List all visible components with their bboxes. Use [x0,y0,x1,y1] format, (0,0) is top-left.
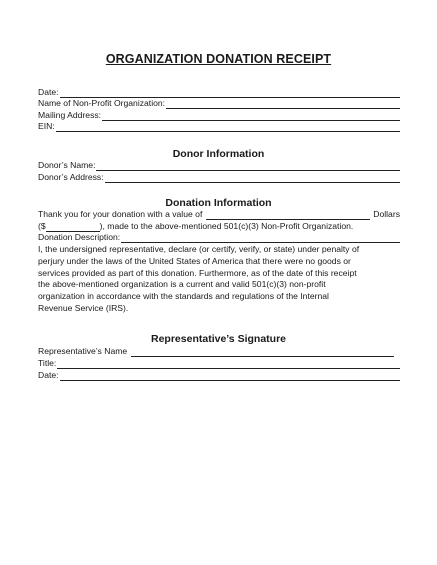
donation-value-unit: Dollars [373,209,400,219]
donor-address-row [38,172,400,183]
org-ein-field[interactable] [56,123,400,132]
declaration-line: services provided as part of this donation. Furthermore, as of the date of this receipt [38,267,357,278]
donation-amount-field[interactable] [46,223,100,232]
rep-name-field[interactable] [131,348,394,357]
rep-title-label: Title: [38,358,57,368]
declaration-line: organization in accordance with the standards and regulations of the Internal [38,291,329,302]
rep-title-field[interactable] [57,360,400,369]
donation-value-row [38,209,400,220]
org-date-row [38,87,400,98]
org-name-label: Name of Non-Profit Organization: [38,98,166,108]
org-address-row [38,110,400,121]
donation-value-field[interactable] [206,211,370,220]
donor-name-label: Donor’s Name: [38,160,96,170]
donation-amount-prefix: ($ [38,221,46,231]
declaration-line: I, the undersigned representative, declare (or certify, verify, or state) under penalty of [38,244,360,254]
declaration-line: the above-mentioned organization is a current and valid 501(c)(3) non-profit [38,279,326,290]
declaration-line: Revenue Service (IRS). [38,302,129,313]
donor-address-label: Donor’s Address: [38,172,104,182]
signature-heading: Representative’s Signature [151,333,286,345]
page-title: ORGANIZATION DONATION RECEIPT [105,52,332,66]
donor-name-row [38,160,400,171]
rep-name-label: Representative’s Name [38,346,128,356]
org-date-field[interactable] [60,89,400,98]
org-name-field[interactable] [166,100,400,109]
org-date-label: Date: [38,87,59,97]
donation-amount-suffix: ), made to the above-mentioned 501(c)(3) Non-Profit Organization. [99,221,354,231]
rep-date-row [38,370,400,381]
donor-name-field[interactable] [96,162,400,171]
rep-name-row [38,346,400,357]
org-ein-label: EIN: [38,121,55,131]
rep-date-field[interactable] [60,372,400,381]
donation-value-label: Thank you for your donation with a value of [38,209,203,219]
org-ein-row [38,121,400,132]
declaration-paragraph [38,244,400,315]
donation-description-label: Donation Description: [38,232,121,242]
donation-amount-row [38,221,400,232]
donor-address-field[interactable] [105,174,400,183]
donation-description-field[interactable] [121,234,400,243]
donor-heading: Donor Information [172,148,265,160]
donation-description-row [38,232,400,243]
declaration-line: perjury under the laws of the United States of America that there were no goods or [38,255,351,266]
org-name-row [38,98,400,109]
org-address-field[interactable] [102,112,400,121]
rep-date-label: Date: [38,370,59,380]
donation-heading: Donation Information [165,197,272,209]
rep-title-row [38,358,400,369]
org-address-label: Mailing Address: [38,110,102,120]
